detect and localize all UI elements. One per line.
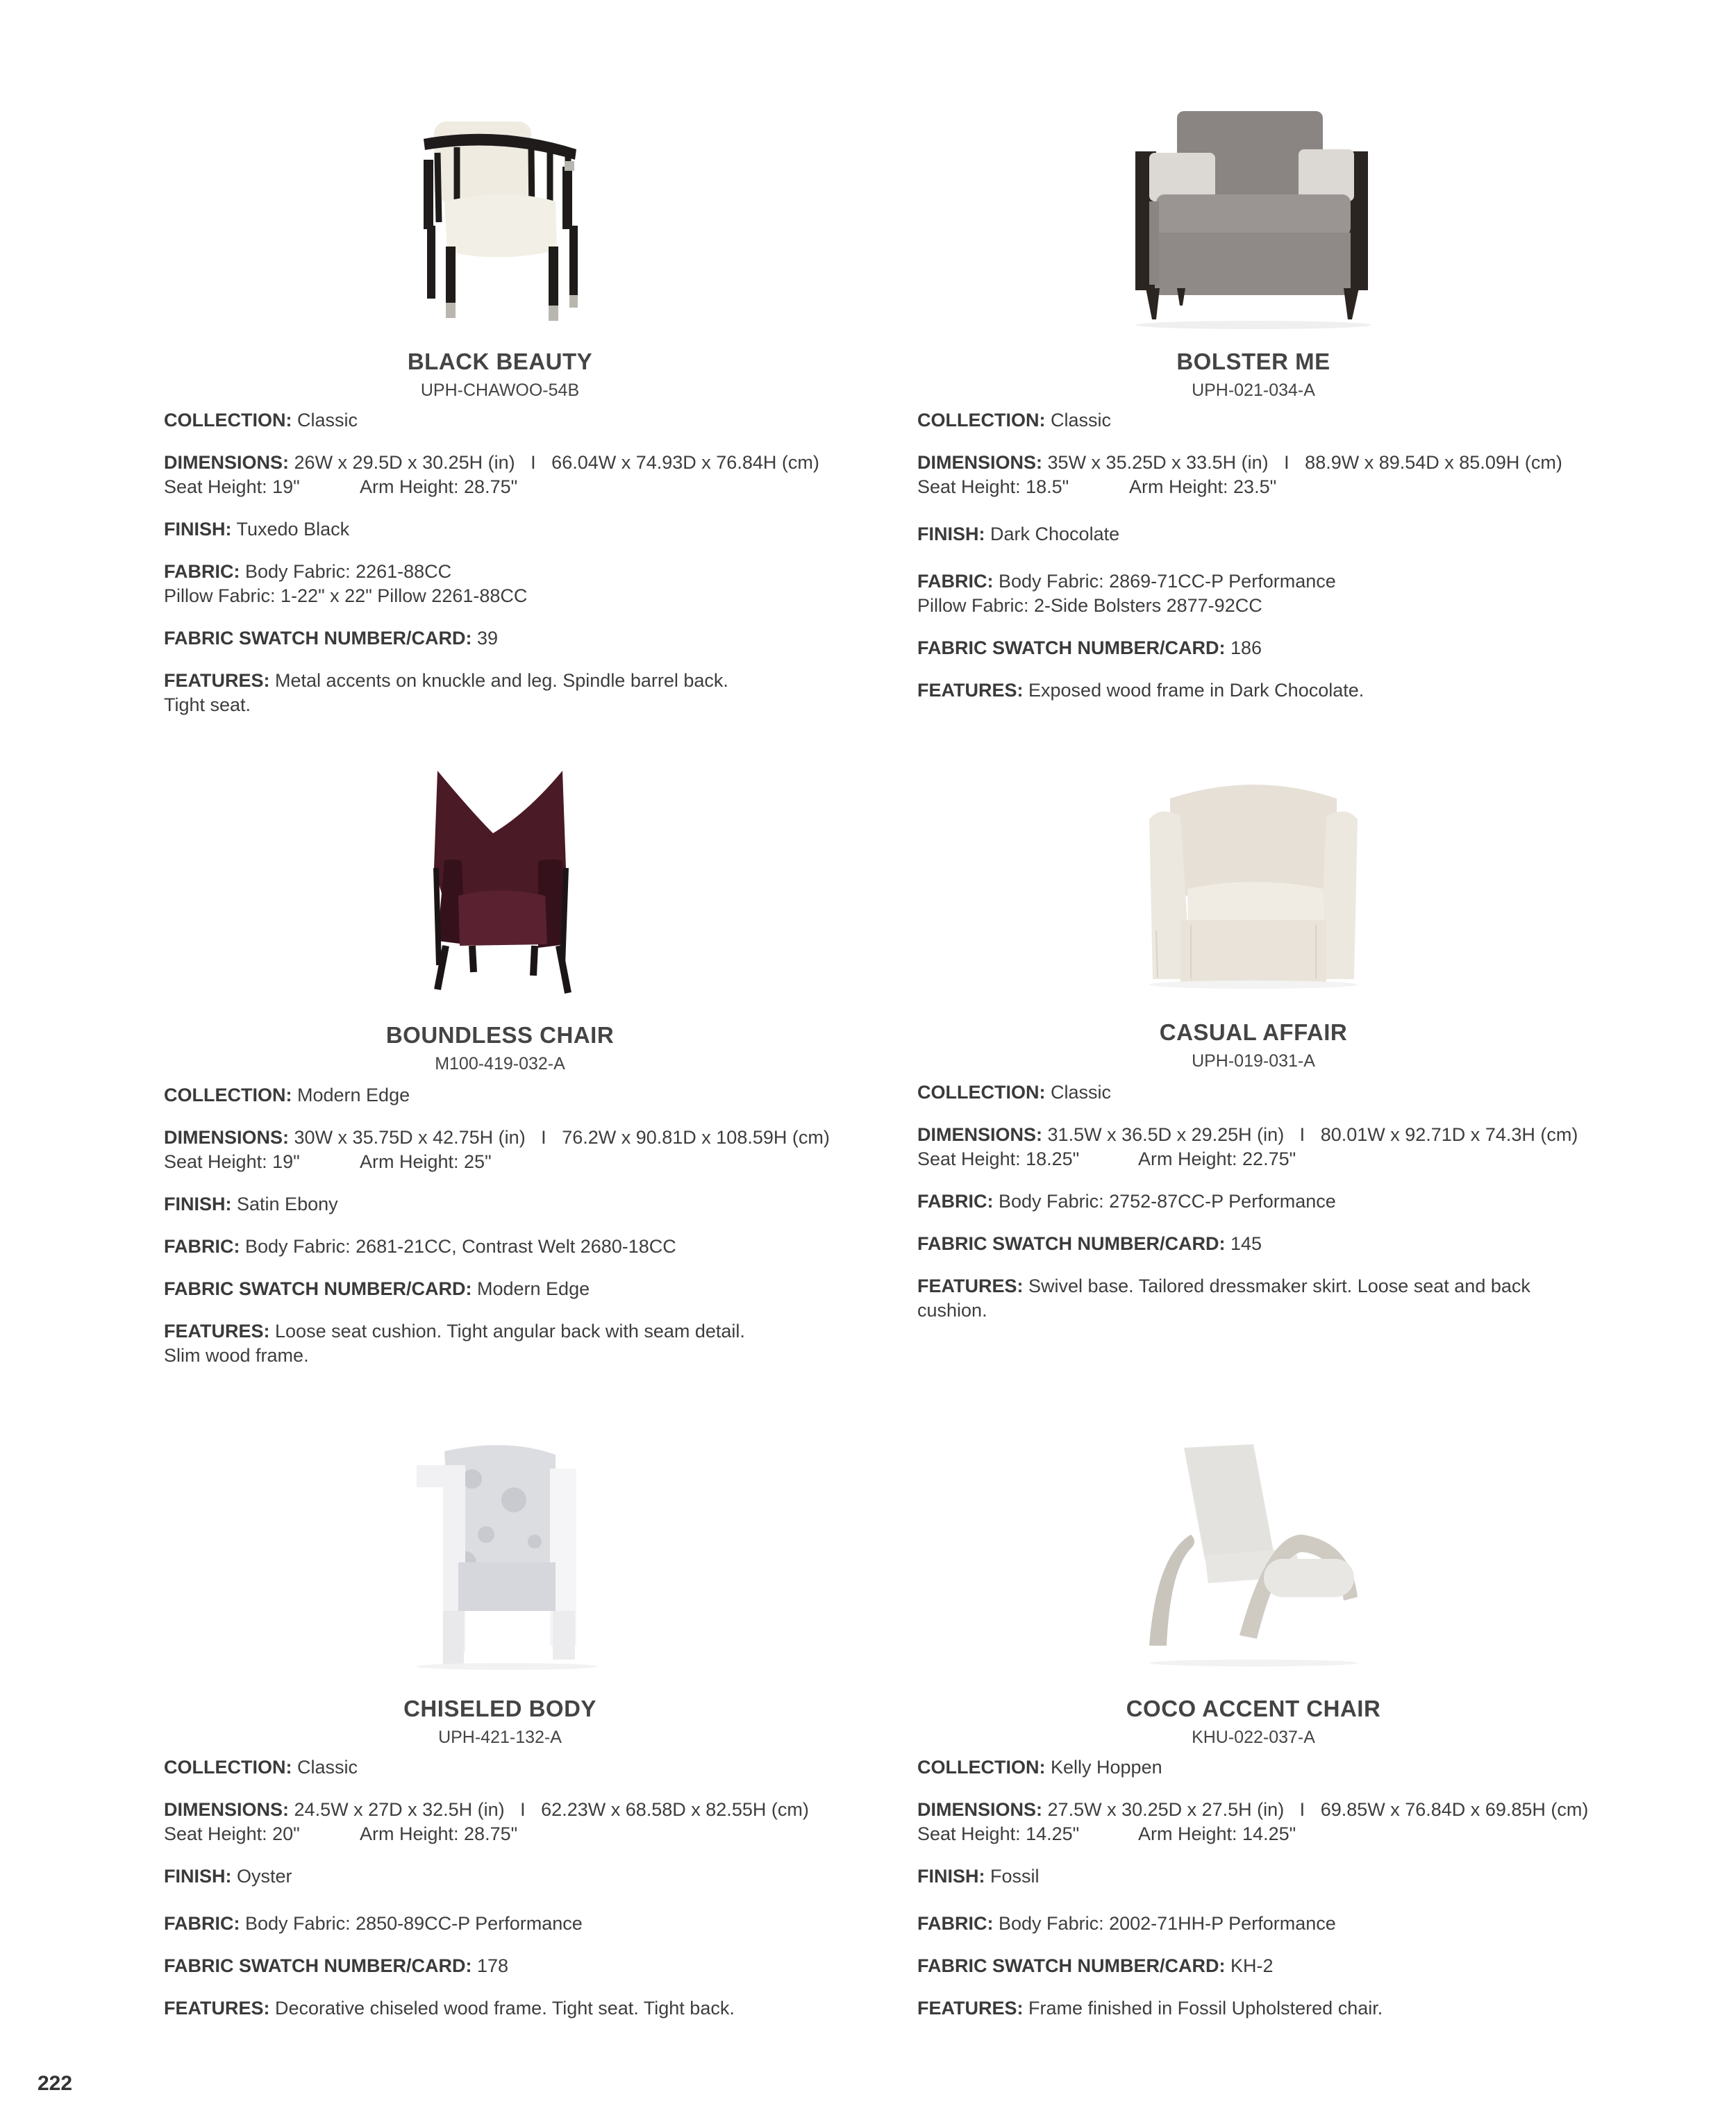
product-photo: [142, 757, 858, 1000]
features-row: FEATURES: Metal accents on knuckle and leg. Spindle barrel back. Tight seat.: [164, 670, 728, 715]
fabric-row: FABRIC: Body Fabric: 2752-87CC-P Performance: [917, 1191, 1336, 1212]
features-row: FEATURES: Exposed wood frame in Dark Chocolate.: [917, 680, 1364, 701]
product-details: [164, 1083, 879, 1368]
dimensions-row: DIMENSIONS: 35W x 35.25D x 33.5H (in) I 88.9W x 89.54D x 85.09H (cm): [917, 452, 1562, 473]
features-row: FEATURES: Frame finished in Fossil Upholstered chair.: [917, 1998, 1383, 2019]
dimensions-row: DIMENSIONS: 30W x 35.75D x 42.75H (in) I 76.2W x 90.81D x 108.59H (cm): [164, 1127, 830, 1148]
swatch-row: FABRIC SWATCH NUMBER/CARD: 39: [164, 628, 499, 649]
collection-row: COLLECTION: Kelly Hoppen: [917, 1757, 1162, 1778]
finish-row: FINISH: Oyster: [164, 1866, 292, 1887]
swatch-row: FABRIC SWATCH NUMBER/CARD: KH-2: [917, 1955, 1274, 1976]
fabric-row: FABRIC: Body Fabric: 2681-21CC, Contrast Welt 2680-18CC: [164, 1236, 676, 1257]
height-row: Seat Height: 14.25" Arm Height: 14.25": [917, 1823, 1296, 1844]
finish-row: FINISH: Fossil: [917, 1866, 1040, 1887]
product-details: [917, 1755, 1633, 2021]
product-sku: UPH-CHAWOO-54B: [420, 381, 580, 400]
product-sku: KHU-022-037-A: [1192, 1728, 1315, 1747]
dimensions-row: DIMENSIONS: 24.5W x 27D x 32.5H (in) I 62.23W x 68.58D x 82.55H (cm): [164, 1799, 809, 1820]
height-row: Seat Height: 18.5" Arm Height: 23.5": [917, 476, 1277, 497]
height-row: Seat Height: 18.25" Arm Height: 22.75": [917, 1148, 1296, 1169]
coco-accent-chair-image: [1128, 1437, 1378, 1673]
dimensions-row: DIMENSIONS: 31.5W x 36.5D x 29.25H (in) I 80.01W x 92.71D x 74.3H (cm): [917, 1124, 1578, 1145]
fabric-row: FABRIC: Body Fabric: 2261-88CC Pillow Fabric: 1-22" x 22" Pillow 2261-88CC: [164, 561, 528, 606]
product-title: BOLSTER ME: [1176, 349, 1330, 374]
product-title: CHISELED BODY: [403, 1696, 596, 1721]
height-row: Seat Height: 19" Arm Height: 25": [164, 1151, 492, 1172]
product-title: BLACK BEAUTY: [407, 349, 593, 374]
fabric-row: FABRIC: Body Fabric: 2869-71CC-P Performance Pillow Fabric: 2-Side Bolsters 2877-92CC: [917, 571, 1336, 616]
height-row: Seat Height: 19" Arm Height: 28.75": [164, 476, 518, 497]
product-sku: M100-419-032-A: [435, 1054, 565, 1073]
product-details: [917, 1080, 1633, 1323]
chiseled-body-chair-image: [389, 1437, 611, 1673]
collection-row: COLLECTION: Modern Edge: [164, 1085, 410, 1105]
product-sku: UPH-021-034-A: [1192, 381, 1315, 400]
product-sku: UPH-019-031-A: [1192, 1051, 1315, 1071]
casual-affair-chair-image: [1128, 771, 1378, 993]
collection-row: COLLECTION: Classic: [917, 1082, 1112, 1103]
product-details: [164, 408, 879, 717]
height-row: Seat Height: 20" Arm Height: 28.75": [164, 1823, 518, 1844]
page-number: 222: [37, 2072, 73, 2095]
collection-row: COLLECTION: Classic: [164, 410, 358, 431]
finish-row: FINISH: Dark Chocolate: [917, 524, 1120, 544]
product-photo: [896, 1430, 1611, 1673]
bolster-me-chair-image: [1108, 104, 1399, 333]
swatch-row: FABRIC SWATCH NUMBER/CARD: Modern Edge: [164, 1278, 590, 1299]
product-photo: [896, 90, 1611, 333]
features-row: FEATURES: Swivel base. Tailored dressmaker skirt. Loose seat and back cushion.: [917, 1276, 1530, 1321]
features-row: FEATURES: Loose seat cushion. Tight angular back with seam detail. Slim wood frame.: [164, 1321, 745, 1366]
collection-row: COLLECTION: Classic: [164, 1757, 358, 1778]
finish-row: FINISH: Tuxedo Black: [164, 519, 350, 540]
features-row: FEATURES: Decorative chiseled wood frame. Tight seat. Tight back.: [164, 1998, 735, 2019]
product-details: [164, 1755, 879, 2021]
boundless-chair-image: [396, 764, 604, 1000]
fabric-row: FABRIC: Body Fabric: 2850-89CC-P Performance: [164, 1913, 583, 1934]
product-photo: [142, 83, 858, 326]
product-title: BOUNDLESS CHAIR: [385, 1022, 615, 1048]
product-details: [917, 408, 1633, 703]
product-title: CASUAL AFFAIR: [1159, 1019, 1348, 1045]
collection-row: COLLECTION: Classic: [917, 410, 1112, 431]
swatch-row: FABRIC SWATCH NUMBER/CARD: 178: [164, 1955, 509, 1976]
fabric-row: FABRIC: Body Fabric: 2002-71HH-P Performance: [917, 1913, 1336, 1934]
swatch-row: FABRIC SWATCH NUMBER/CARD: 186: [917, 637, 1262, 658]
product-photo: [896, 764, 1611, 993]
dimensions-row: DIMENSIONS: 27.5W x 30.25D x 27.5H (in) I 69.85W x 76.84D x 69.85H (cm): [917, 1799, 1589, 1820]
product-title: COCO ACCENT CHAIR: [1126, 1696, 1381, 1721]
swatch-row: FABRIC SWATCH NUMBER/CARD: 145: [917, 1233, 1262, 1254]
dimensions-row: DIMENSIONS: 26W x 29.5D x 30.25H (in) I 66.04W x 74.93D x 76.84H (cm): [164, 452, 819, 473]
product-photo: [142, 1430, 858, 1673]
black-beauty-chair-image: [396, 97, 604, 326]
product-sku: UPH-421-132-A: [438, 1728, 562, 1747]
finish-row: FINISH: Satin Ebony: [164, 1194, 338, 1214]
